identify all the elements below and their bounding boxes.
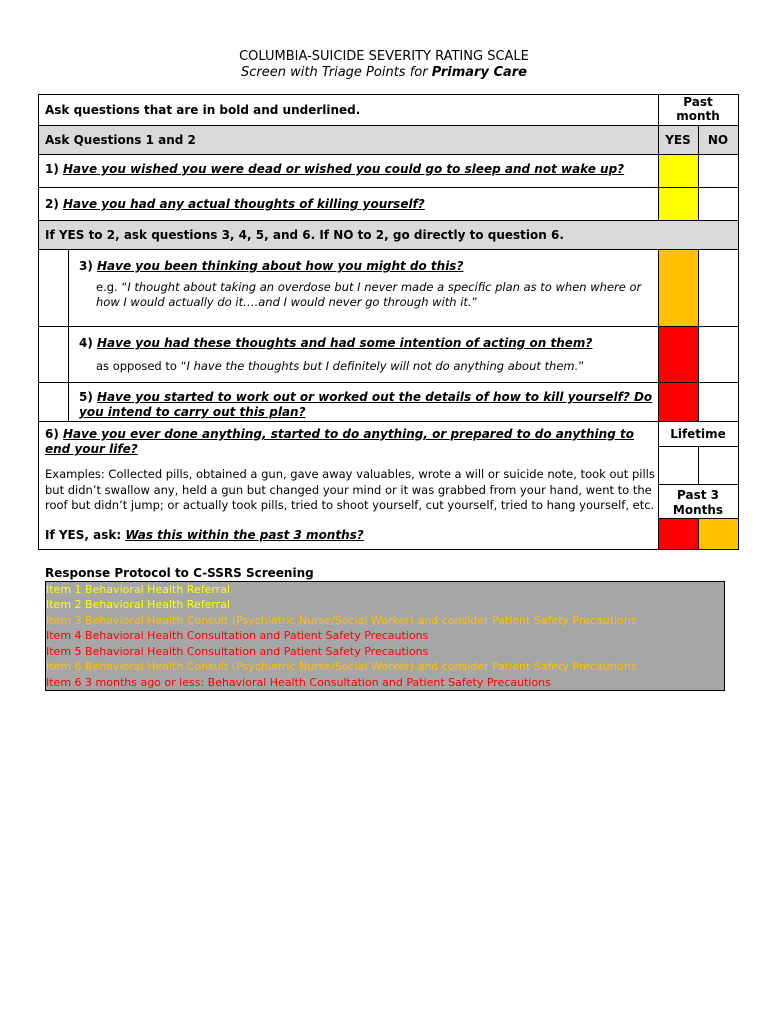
question-2-text: Have you had any actual thoughts of killing yourself? [63,197,425,211]
question-6-followup-pre: If YES, ask: [45,528,126,542]
question-4-example-post: ” [578,359,585,373]
q2-no-cell[interactable] [699,188,738,220]
question-3-example-pre: e.g. “ [96,280,128,294]
question-3-number: 3) [79,259,98,273]
page-title: COLUMBIA-SUICIDE SEVERITY RATING SCALE [239,49,529,64]
protocol-item: Item 6 3 months ago or less: Behavioral Health Consultation and Patient Safety Precautions [46,676,551,689]
protocol-list [45,581,725,691]
protocol-item: Item 6 Behavioral Health Consult (Psychiatric Nurse/Social Worker) and consider Patient Safety Precautions [46,660,637,673]
protocol-title: Response Protocol to C-SSRS Screening [45,566,314,580]
subtitle-bold: Primary Care [431,65,527,80]
no-header: NO [707,133,729,147]
past-month-header: Past month [676,95,720,123]
question-5 [79,390,654,420]
q5-no-cell[interactable] [699,383,738,421]
protocol-item: Item 3 Behavioral Health Consult (Psychiatric Nurse/Social Worker) and consider Patient Safety Precautions [46,614,637,627]
past-3-months-header: Past 3 Months [672,488,724,517]
q3-no-cell[interactable] [699,250,738,326]
question-1 [45,162,655,177]
ask-questions-text: Ask Questions 1 and 2 [45,133,196,147]
question-6-examples: Examples: Collected pills, obtained a gun, gave away valuables, wrote a will or suicide note, took out pills but didn’t swallow any, held a gun but changed your mind or it was grabbed from your hand, went to the roof but didn’t jump; or actually took pills, tried to shoot yourself, cut yourself, tried to hang yourself, etc. [45,467,655,512]
question-4-text: Have you had these thoughts and had some intention of acting on them? [97,336,593,350]
question-3 [79,259,654,274]
question-4-number: 4) [79,336,98,350]
question-6-text: Have you ever done anything, started to do anything, or prepared to do anything to end your life? [45,427,634,456]
protocol-item: Item 5 Behavioral Health Consultation and Patient Safety Precautions [46,645,429,658]
protocol-item: Item 1 Behavioral Health Referral [46,583,230,596]
instruction-text: Ask questions that are in bold and underlined. [45,103,361,117]
question-4-example-pre: as opposed to “ [96,359,187,373]
q6-lifetime-yes-cell[interactable] [659,447,698,484]
protocol-item: Item 2 Behavioral Health Referral [46,598,230,611]
question-3-example-quote: I thought about taking an overdose but I never made a specific plan as to when where or how I would actually do it….and I would never go through with it. [96,280,642,309]
question-6-number: 6) [45,427,64,441]
routing-instruction: If YES to 2, ask questions 3, 4, 5, and 6. If NO to 2, go directly to question 6. [45,228,564,242]
q6-lifetime-no-cell[interactable] [699,447,738,484]
question-2-number: 2) [45,197,64,211]
subtitle-text: Screen with Triage Points for [241,65,432,80]
question-6 [45,427,657,457]
question-1-number: 1) [45,162,64,176]
question-3-text: Have you been thinking about how you might do this? [97,259,464,273]
question-6-followup-text: Was this within the past 3 months? [125,528,364,542]
question-2 [45,197,655,212]
question-3-example-post: ” [471,295,478,309]
question-6-followup [45,528,655,543]
question-4 [79,336,654,351]
yes-header: YES [665,133,691,147]
question-4-example-quote: I have the thoughts but I definitely will not do anything about them. [186,359,579,373]
question-1-text: Have you wished you were dead or wished you could go to sleep and not wake up? [63,162,625,176]
question-3-example [96,280,656,310]
protocol-item: Item 4 Behavioral Health Consultation and Patient Safety Precautions [46,629,429,642]
page-subtitle [0,65,768,80]
q4-no-cell[interactable] [699,327,738,382]
lifetime-header: Lifetime [670,427,726,441]
q1-no-cell[interactable] [699,155,738,187]
question-5-number: 5) [79,390,98,404]
question-5-text: Have you started to work out or worked out the details of how to kill yourself? Do you intend to carry out this plan? [79,390,653,419]
question-4-example [96,359,656,374]
